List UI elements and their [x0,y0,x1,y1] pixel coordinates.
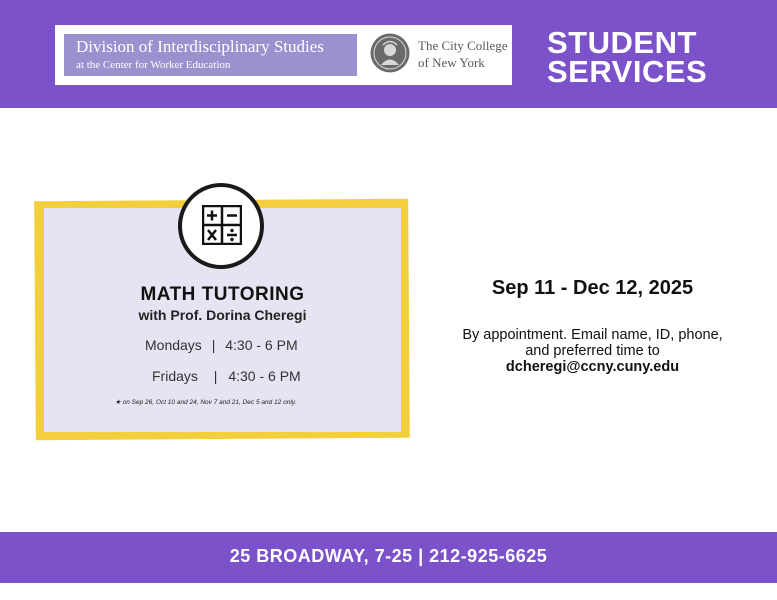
student-services-line2: SERVICES [547,54,708,89]
schedule-footnote [115,398,296,406]
college-name-line2: of New York [418,55,485,70]
appointment-text [430,327,755,359]
math-operations-icon [178,183,264,269]
schedule-day: Fridays [152,368,198,384]
footer-bar [0,532,777,583]
student-services-line1: STUDENT [547,25,697,60]
schedule-time: 4:30 - 6 PM [225,337,298,353]
logo-box [55,25,512,85]
footer-address: 25 BROADWAY, 7-25 | 212-925-6625 [229,546,548,566]
footnote-text: on Sep 26, Oct 10 and 24, Nov 7 and 21, Dec 5 and 12 only. [122,399,297,406]
tutoring-title: MATH TUTORING [140,284,305,305]
contact-email[interactable]: dcheregi@ccny.cuny.edu [505,359,680,375]
bottom-strip [0,583,777,600]
student-services-title [547,25,708,89]
college-seal-icon [370,33,410,73]
schedule-separator: | [213,368,218,384]
appointment-line1: By appointment. Email name, ID, phone, [462,327,723,343]
appointment-line2: and preferred time to [525,343,660,359]
date-range: Sep 11 - Dec 12, 2025 [491,277,694,299]
schedule-day: Mondays [145,337,202,353]
schedule-row-fridays [152,368,301,384]
star-icon: ★ [115,399,121,406]
division-title: Division of Interdisciplinary Studies [76,37,324,56]
college-name-line1: The City College [418,38,508,53]
division-subtitle: at the Center for Worker Education [76,59,231,71]
schedule-time: 4:30 - 6 PM [228,368,301,384]
schedule-separator: | [211,337,216,353]
schedule-row-mondays [145,337,298,353]
division-banner [64,34,357,76]
header-bar [0,0,777,108]
tutoring-instructor: with Prof. Dorina Cheregi [138,307,307,323]
